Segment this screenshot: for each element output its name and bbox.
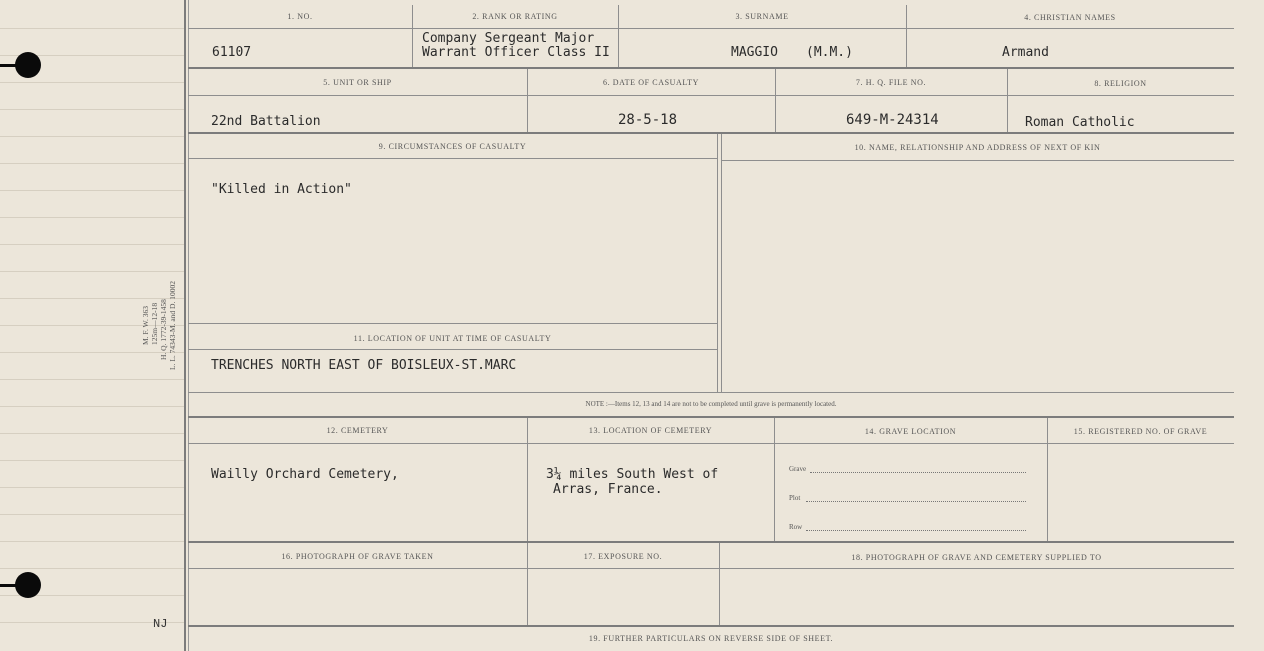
print-code-4: L. L. 74343-M. and D. 10002 <box>168 281 177 370</box>
value-christian-names: Armand <box>1002 45 1049 60</box>
value-no: 61107 <box>212 45 252 60</box>
label-cemetery: 12. CEMETERY <box>326 426 389 435</box>
binder-hole-bottom <box>15 572 41 598</box>
value-rank-1: Company Sergeant Major <box>422 31 595 46</box>
label-location-unit: 11. LOCATION OF UNIT AT TIME OF CASUALTY <box>353 334 552 343</box>
print-code-2: 125m—12-18 <box>150 302 159 345</box>
label-photo-supplied: 18. PHOTOGRAPH OF GRAVE AND CEMETERY SUPPLIED TO <box>851 553 1102 562</box>
form-left-border <box>184 0 186 651</box>
binder-hole-top <box>15 52 41 78</box>
value-cemetery: Wailly Orchard Cemetery, <box>211 467 399 482</box>
label-location-cemetery: 13. LOCATION OF CEMETERY <box>588 426 713 435</box>
label-hq-file: 7. H. Q. FILE NO. <box>855 78 927 87</box>
value-surname: MAGGIO <box>731 45 778 60</box>
label-further-particulars: 19. FURTHER PARTICULARS ON REVERSE SIDE OF SHEET. <box>588 634 834 643</box>
label-next-of-kin: 10. NAME, RELATIONSHIP AND ADDRESS OF NEXT OF KIN <box>854 143 1101 152</box>
value-unit: 22nd Battalion <box>211 114 321 129</box>
label-grave-location: 14. GRAVE LOCATION <box>864 427 957 436</box>
label-surname: 3. SURNAME <box>735 12 789 21</box>
label-no: 1. NO. <box>287 12 313 21</box>
print-code-3: H. Q. 1772-39-1458 <box>159 299 168 360</box>
value-date: 28-5-18 <box>618 112 678 128</box>
grave-dotted-line <box>810 472 1026 473</box>
label-row: Row <box>789 523 803 531</box>
label-exposure: 17. EXPOSURE NO. <box>583 552 663 561</box>
plot-dotted-line <box>806 501 1026 502</box>
label-photo-taken: 16. PHOTOGRAPH OF GRAVE TAKEN <box>281 552 434 561</box>
label-religion: 8. RELIGION <box>1094 79 1147 88</box>
label-date: 6. DATE OF CASUALTY <box>602 78 699 87</box>
value-surname-suffix: (M.M.) <box>806 45 853 60</box>
label-grave: Grave <box>789 465 807 473</box>
clerk-initials: NJ <box>153 617 168 631</box>
label-rank: 2. RANK OR RATING <box>472 12 558 21</box>
label-christian-names: 4. CHRISTIAN NAMES <box>1024 13 1116 22</box>
print-code-1: M. F. W. 363 <box>141 306 150 345</box>
label-unit: 5. UNIT OR SHIP <box>323 78 392 87</box>
note-text: NOTE :—Items 12, 13 and 14 are not to be completed until grave is permanently located. <box>585 400 837 408</box>
value-rank-2: Warrant Officer Class II <box>422 45 610 60</box>
label-circumstances: 9. CIRCUMSTANCES OF CASUALTY <box>378 142 527 151</box>
value-circumstances: "Killed in Action" <box>211 182 352 197</box>
label-registered-no: 15. REGISTERED NO. OF GRAVE <box>1073 427 1208 436</box>
row-dotted-line <box>806 530 1026 531</box>
value-location-unit: TRENCHES NORTH EAST OF BOISLEUX-ST.MARC <box>211 358 517 373</box>
value-religion: Roman Catholic <box>1025 115 1135 130</box>
label-plot: Plot <box>789 494 801 502</box>
value-hq-file: 649-M-24314 <box>846 112 939 128</box>
value-location-cemetery-2: Arras, France. <box>553 482 663 497</box>
value-location-cemetery-1: 3¼ miles South West of <box>546 467 719 482</box>
